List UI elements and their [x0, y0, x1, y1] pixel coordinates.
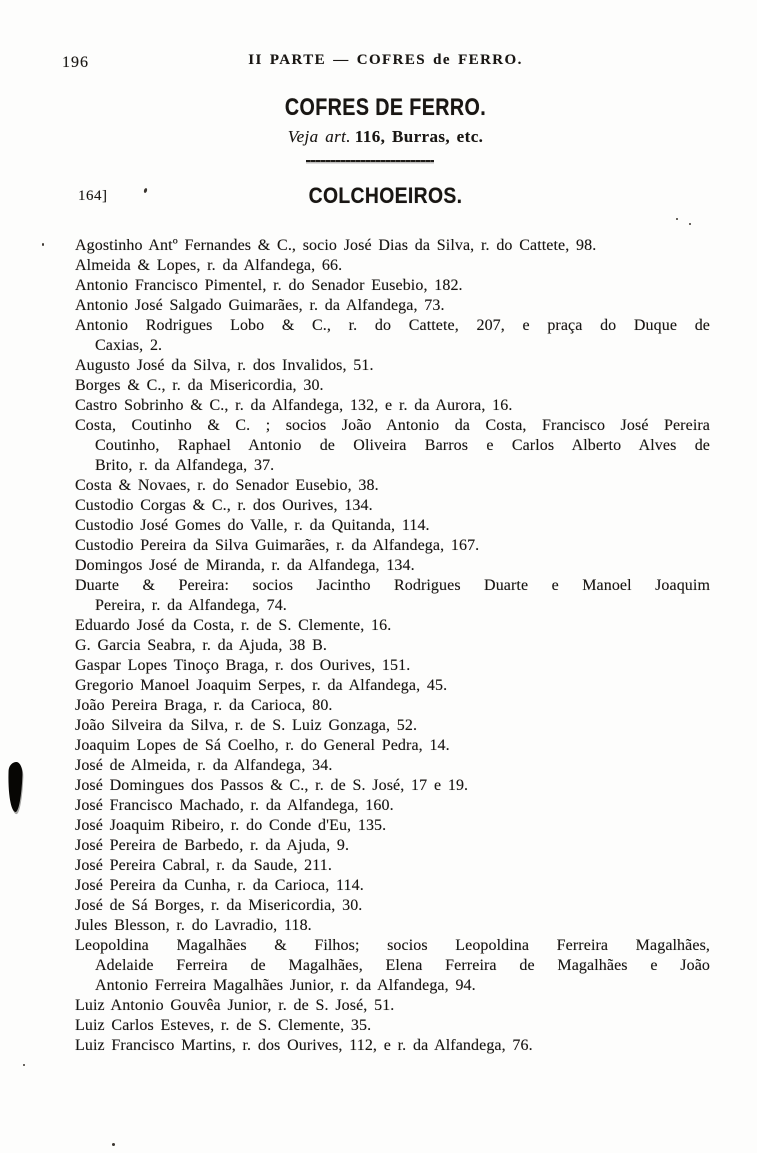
entry-line: José Pereira Cabral, r. da Saude, 211.	[75, 857, 332, 874]
entry-line: Coutinho, Raphael Antonio de Oliveira Barros e Carlos Alberto Alves de	[95, 437, 710, 454]
entry-line: Custodio Corgas & C., r. dos Ourives, 134.	[75, 497, 373, 514]
entry-line: Gregorio Manoel Joaquim Serpes, r. da Alfandega, 45.	[75, 677, 448, 694]
entry-line: Gaspar Lopes Tinoço Braga, r. dos Ourives, 151.	[75, 657, 411, 674]
entry-line: Eduardo José da Costa, r. de S. Clemente, 16.	[75, 617, 392, 634]
entry-line: Luiz Francisco Martins, r. dos Ourives, 112, e r. da Alfandega, 76.	[75, 1037, 533, 1054]
directory-entry	[75, 996, 710, 1016]
entry-line: Costa & Novaes, r. do Senador Eusebio, 38.	[75, 477, 379, 494]
entry-line: Luiz Antonio Gouvêa Junior, r. de S. José, 51.	[75, 997, 395, 1014]
directory-entry	[75, 656, 710, 676]
directory-entry	[75, 856, 710, 876]
entry-line: Antonio Francisco Pimentel, r. do Senador Eusebio, 182.	[75, 277, 463, 294]
subtitle-article-reference: 116, Burras, etc.	[354, 127, 484, 146]
section-subtitle	[64, 127, 707, 147]
directory-entry	[75, 476, 710, 496]
entry-line: José Pereira da Cunha, r. da Carioca, 114.	[75, 877, 364, 894]
section-divider-rule	[306, 160, 434, 162]
directory-entry	[75, 876, 710, 896]
directory-entry	[75, 676, 710, 696]
directory-entries	[75, 236, 710, 1056]
category-heading: COLCHOEIROS.	[308, 183, 463, 208]
entry-line: Custodio Pereira da Silva Guimarães, r. da Alfandega, 167.	[75, 537, 480, 554]
directory-entry	[75, 896, 710, 916]
page-number: 196	[62, 54, 89, 71]
directory-entry	[75, 796, 710, 816]
entry-line: José Francisco Machado, r. da Alfandega, 160.	[75, 797, 394, 814]
directory-entry	[75, 916, 710, 936]
scan-speck	[23, 1064, 25, 1066]
scan-speck	[42, 243, 44, 246]
entry-line: Augusto José da Silva, r. dos Invalidos, 51.	[75, 357, 374, 374]
directory-entry	[75, 736, 710, 756]
directory-entry	[75, 416, 710, 476]
directory-entry	[75, 296, 710, 316]
directory-entry	[75, 316, 710, 356]
category-row	[64, 183, 707, 209]
directory-entry	[75, 716, 710, 736]
entry-line: José Joaquim Ribeiro, r. do Conde d'Eu, 135.	[75, 817, 387, 834]
entry-line: João Pereira Braga, r. da Carioca, 80.	[75, 697, 333, 714]
directory-entry	[75, 816, 710, 836]
directory-entry	[75, 576, 710, 616]
entry-line: José de Almeida, r. da Alfandega, 34.	[75, 757, 333, 774]
entry-line: Antonio José Salgado Guimarães, r. da Alfandega, 73.	[75, 297, 445, 314]
directory-entry	[75, 936, 710, 996]
directory-entry	[75, 496, 710, 516]
entry-line: Domingos José de Miranda, r. da Alfandega, 134.	[75, 557, 415, 574]
entry-line: Caxias, 2.	[95, 337, 163, 354]
directory-entry	[75, 696, 710, 716]
directory-entry	[75, 356, 710, 376]
directory-entry	[75, 396, 710, 416]
entry-line: José Pereira de Barbedo, r. da Ajuda, 9.	[75, 837, 350, 854]
directory-entry	[75, 836, 710, 856]
entry-line: José Domingues dos Passos & C., r. de S. José, 17 e 19.	[75, 777, 469, 794]
entry-line: Duarte & Pereira: socios Jacintho Rodrigues Duarte e Manoel Joaquim	[75, 577, 710, 594]
running-header	[0, 52, 757, 74]
article-number: 164]	[78, 188, 108, 204]
directory-entry	[75, 256, 710, 276]
directory-entry	[75, 376, 710, 396]
entry-line: Jules Blesson, r. do Lavradio, 118.	[75, 917, 312, 934]
directory-entry	[75, 516, 710, 536]
directory-entry	[75, 556, 710, 576]
entry-line: G. Garcia Seabra, r. da Ajuda, 38 B.	[75, 637, 327, 654]
entry-line: Adelaide Ferreira de Magalhães, Elena Ferreira de Magalhães e João	[95, 957, 710, 974]
subtitle-see-reference: Veja art.	[287, 127, 351, 146]
entry-line: Castro Sobrinho & C., r. da Alfandega, 132, e r. da Aurora, 16.	[75, 397, 513, 414]
entry-line: Antonio Ferreira Magalhães Junior, r. da Alfandega, 94.	[95, 977, 476, 994]
directory-entry	[75, 276, 710, 296]
entry-line: Luiz Carlos Esteves, r. de S. Clemente, 35.	[75, 1017, 372, 1034]
entry-line: Antonio Rodrigues Lobo & C., r. do Cattete, 207, e praça do Duque de	[75, 317, 710, 334]
entry-line: Costa, Coutinho & C. ; socios João Antonio da Costa, Francisco José Pereira	[75, 417, 710, 434]
scan-speck	[112, 1143, 115, 1146]
directory-entry	[75, 756, 710, 776]
entry-line: Borges & C., r. da Misericordia, 30.	[75, 377, 324, 394]
entry-line: Pereira, r. da Alfandega, 74.	[95, 597, 287, 614]
directory-entry	[75, 1016, 710, 1036]
running-head-title: II PARTE — COFRES de FERRO.	[248, 52, 523, 68]
entry-line: Agostinho Antº Fernandes & C., socio José Dias da Silva, r. do Cattete, 98.	[75, 237, 597, 254]
directory-entry	[75, 636, 710, 656]
section-title: COFRES DE FERRO.	[284, 94, 487, 121]
scan-speck	[689, 223, 691, 225]
entry-line: Joaquim Lopes de Sá Coelho, r. do General Pedra, 14.	[75, 737, 450, 754]
entry-line: Almeida & Lopes, r. da Alfandega, 66.	[75, 257, 343, 274]
entry-line: Custodio José Gomes do Valle, r. da Quitanda, 114.	[75, 517, 430, 534]
directory-entry	[75, 1036, 710, 1056]
scan-speck	[676, 218, 678, 220]
directory-entry	[75, 776, 710, 796]
entry-line: Brito, r. da Alfandega, 37.	[95, 457, 275, 474]
entry-line: João Silveira da Silva, r. de S. Luiz Gonzaga, 52.	[75, 717, 418, 734]
directory-entry	[75, 616, 710, 636]
entry-line: Leopoldina Magalhães & Filhos; socios Leopoldina Ferreira Magalhães,	[75, 937, 710, 954]
directory-entry	[75, 536, 710, 556]
ink-blot-mark	[7, 762, 23, 812]
entry-line: José de Sá Borges, r. da Misericordia, 30.	[75, 897, 363, 914]
directory-entry	[75, 236, 710, 256]
